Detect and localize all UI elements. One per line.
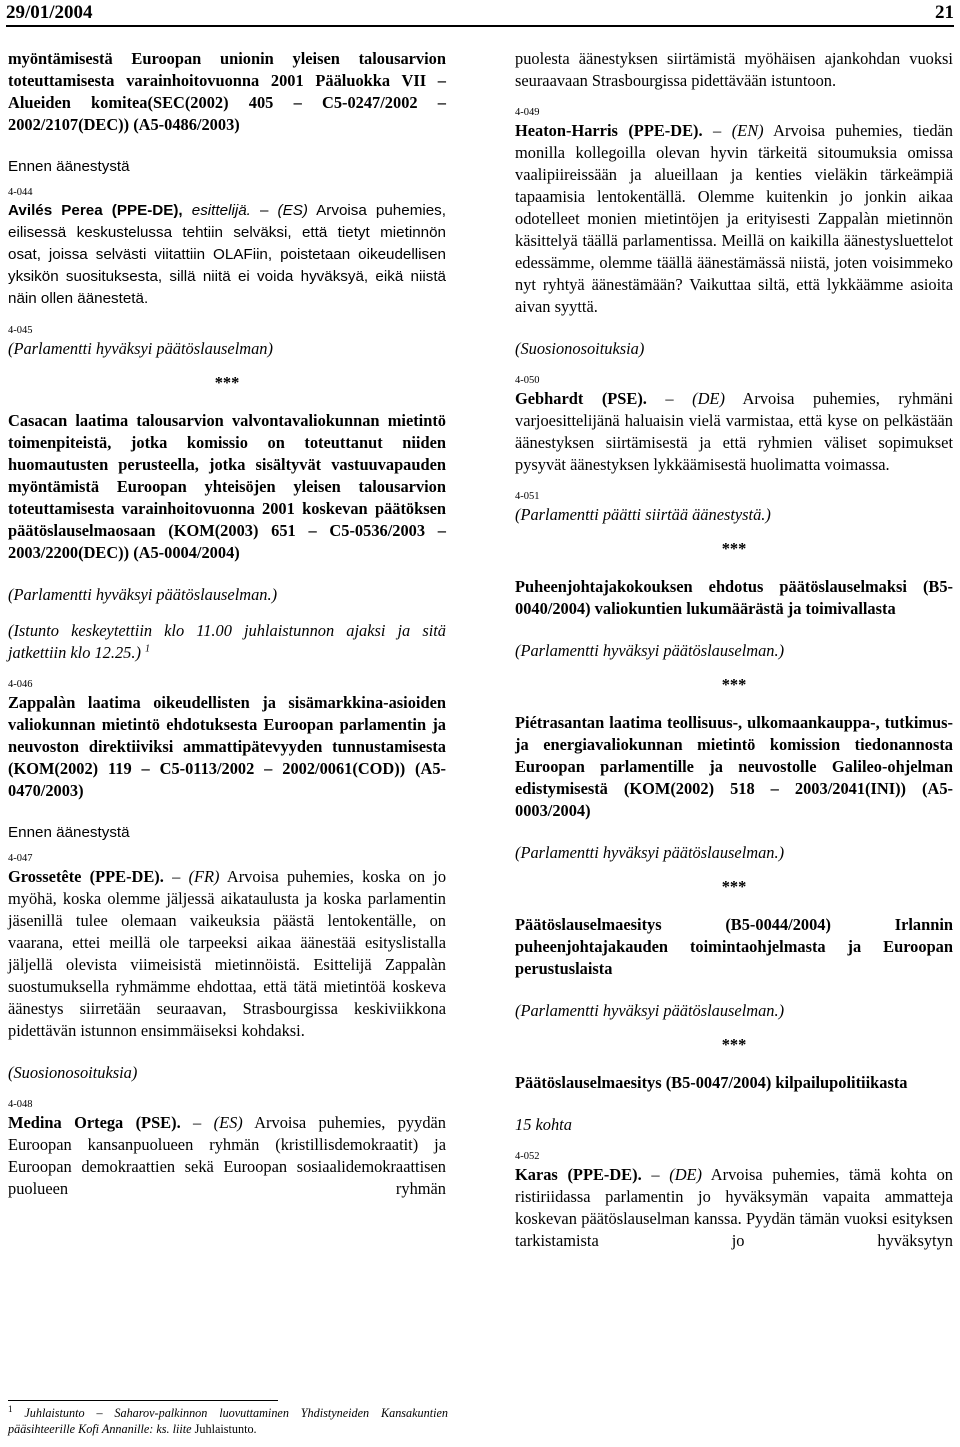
speaker-name: Heaton-Harris (PPE-DE). <box>515 121 703 140</box>
item-number: 4-044 <box>8 187 33 198</box>
speech-grossetete: Grossetête (PPE-DE). – (FR) Arvoisa puhemies, koska on jo myöhä, koska olemme jäljessä aikataulusta ja koska parlamentin jäsenillä tulee olemaan vaikeuksia päästä lentokentälle, on vaarana, ettei meillä ole tarpeeksi aikaa äänestää esityslistalla jäljellä olevista viimeisistä mietinnöistä. Esittelijä Zappalàn suostumuksella ryhmämme ehdottaa, että tätä mietintöä koskeva äänestys siirretään seuraavan, Strasbourgissa keskiviikkona pidettävän istunnon ensimmäiseksi kohdaksi. <box>8 867 447 1040</box>
item-number: 4-050 <box>515 375 540 386</box>
before-vote-label: Ennen äänestystä <box>8 824 130 841</box>
speech-language: (ES) <box>277 202 308 219</box>
section-separator: *** <box>721 877 747 896</box>
speech-language: (DE) <box>692 389 725 408</box>
footnote-reference: 1 <box>145 643 151 655</box>
page-header <box>6 2 954 26</box>
speech-language: (EN) <box>731 121 764 140</box>
header-rule <box>6 25 954 27</box>
speech-text: Arvoisa puhemies, tämä kohta on ristiriidassa parlamentin jo hyväksymän vapaita ammatteja koskevan päätöslauselman kanssa. Pyydän tämän vuoksi esityksen tarkistamista jo hyväksytyn <box>515 1165 953 1250</box>
section-separator: *** <box>721 675 747 694</box>
speech-heaton-harris: Heaton-Harris (PPE-DE). – (EN) Arvoisa puhemies, tiedän monilla kollegoilla olevan hyvin tärkeitä sitoumuksia omissa vaalipiireissään ja alueillaan ja kenties vieläkin tärkeämpiä tapaamisia lentokentällä. Olemme kuitenkin jo jonkin aikaa odotelleet monien mietintöjen ja erityisesti Zappalàn mietinnön käsittelyä täällä parlamentissa. Meillä on kaikilla äänestysluettelot edessämme, olemme täällä äänestämässä niistä, joten voisimmeko nyt ryhtyä äänestämään? Vaikuttaa siltä, että lykkäämme asioita aivan syyttä. <box>515 121 953 316</box>
speech-language: (DE) <box>669 1165 703 1184</box>
speaker-role: esittelijä. <box>191 202 251 219</box>
left-column <box>8 48 446 1200</box>
footnote-tail: Juhlaistunto. <box>194 1422 257 1436</box>
speaker-name: Karas (PPE-DE). <box>515 1165 642 1184</box>
speech-text: Arvoisa puhemies, tiedän monilla kollegoilla olevan hyvin tärkeitä sitoumuksia omissa vaalipiireissään ja alueillaan ja kenties vieläkin tärkeämpiä tapaamisia lentokentällä. Olemme kuitenkin jo jonkin aikaa odotelleet monien mietintöjen ja erityisesti Zappalàn mietinnön käsittelyä täällä parlamentissa. Meillä on kaikilla äänestysluettelot edessämme, olemme täällä äänestämässä niistä, joten voisimmeko nyt ryhtyä äänestämään? Vaikuttaa siltä, että lykkäämme asioita aivan syyttä. <box>515 121 953 316</box>
vote-result: (Parlamentti hyväksyi päätöslauselman) <box>8 339 273 358</box>
footnote-rule <box>8 1400 278 1401</box>
vote-result: (Parlamentti hyväksyi päätöslauselman.) <box>8 585 278 604</box>
speech-text: Arvoisa puhemies, eilisessä keskustelussa tehtiin selväksi, että tietyt mietinnön osat, joissa selvästi viitattiin OLAFiin, poistetaan oikeudellisen yksikön suosituksesta, sillä niitä ei voida hyväksyä, eikä niistä näin ollen äänestetä. <box>8 202 446 307</box>
item-number: 4-052 <box>515 1151 540 1162</box>
agenda-item-title: Zappalàn laatima oikeudellisten ja sisämarkkina-asioiden valiokunnan mietintö ehdotuksesta Euroopan parlamentin ja neuvoston direktiiviksi ammattipätevyyden tunnustamisesta (KOM(2002) 119 – C5-0113/2002 – 2002/0061(COD)) (A5-0470/2003) <box>8 693 446 800</box>
footnote-mark: 1 <box>8 1403 13 1414</box>
speech-language: (ES) <box>213 1113 243 1132</box>
sitting-suspension-note <box>8 620 446 664</box>
section-separator: *** <box>214 373 240 392</box>
agenda-item-continued: myöntämisestä Euroopan unionin yleisen talousarvion toteuttamisesta varainhoitovuonna 2001 Pääluokka VII – Alueiden komitea(SEC(2002) 405 – C5-0247/2002 – 2002/2107(DEC)) (A5-0486/2003) <box>8 49 446 134</box>
applause-note: (Suosionosoituksia) <box>8 1063 138 1082</box>
agenda-item-title: Piétrasantan laatima teollisuus-, ulkomaankauppa-, tutkimus- ja energiavaliokunnan mietintö komission tiedonannosta Euroopan parlamentille ja neuvostolle Galileo-ohjelman edistymisestä (KOM(2002) 518 – 2003/2041(INI)) (A5-0003/2004) <box>515 713 953 820</box>
footnote-text: Juhlaistunto – Saharov-palkinnon luovuttaminen Yhdistyneiden Kansakuntien pääsihteerille Kofi Annanille: ks. liite <box>8 1406 449 1436</box>
speaker-name: Medina Ortega (PSE). <box>8 1113 181 1132</box>
item-number: 4-051 <box>515 491 540 502</box>
speaker-name: Avilés Perea (PPE-DE), <box>8 202 183 219</box>
speech-aviles-perea: Avilés Perea (PPE-DE), esittelijä. – (ES) Arvoisa puhemies, eilisessä keskustelussa tehtiin selväksi, että tietyt mietinnön osat, joissa selvästi viitattiin OLAFiin, poistetaan oikeudellisen yksikön suosituksesta, sillä niitä ei voida hyväksyä, eikä niistä näin ollen äänestetä. <box>8 202 446 307</box>
page-date: 29/01/2004 <box>6 2 93 23</box>
applause-note: (Suosionosoituksia) <box>515 339 645 358</box>
speech-karas: Karas (PPE-DE). – (DE) Arvoisa puhemies, tämä kohta on ristiriidassa parlamentin jo hyväksymän vapaita ammatteja koskevan päätöslauselman kanssa. Pyydän tämän vuoksi esityksen tarkistamista jo hyväksytyn <box>515 1165 953 1250</box>
vote-result: (Parlamentti päätti siirtää äänestystä.) <box>515 505 771 524</box>
agenda-item-title: Puheenjohtajakokouksen ehdotus päätöslauselmaksi (B5-0040/2004) valiokuntien lukumäärästä ja toimivallasta <box>515 577 953 618</box>
section-separator: *** <box>721 539 747 558</box>
item-number: 4-045 <box>8 325 33 336</box>
speech-continuation: puolesta äänestyksen siirtämistä myöhäisen ajankohdan vuoksi seuraavaan Strasbourgissa pidettävään istuntoon. <box>515 49 953 90</box>
item-number: 4-048 <box>8 1099 33 1110</box>
speech-text: Arvoisa puhemies, ryhmäni varjoesittelijänä haluaisin vielä varmistaa, että kyse on pelkästään äänestyksen siirtämisestä ja että ryhmien väliset sopimukset pysyvät äänestyksen lykkäämisestä huolimatta voimassa. <box>515 389 953 474</box>
section-separator: *** <box>721 1035 747 1054</box>
paragraph-label: 15 kohta <box>515 1115 572 1134</box>
speech-text: Arvoisa puhemies, koska on jo myöhä, koska olemme jäljessä aikataulusta ja koska parlamentin jäsenillä tulee olemaan vaikeuksia päästä lentokentälle, on vaarana, ettei meillä ole tarpeeksi aikaa äänestää esityslistalla jäljellä olevista viimeisistä mietinnöistä. Esittelijä Zappalàn suostumuksella ryhmämme ehdottaa, että tätä mietintöä koskeva äänestys siirretään seuraavan, Strasbourgissa keskiviikkona pidettävän istunnon ensimmäiseksi kohdaksi. <box>8 867 447 1040</box>
agenda-item-title: Casacan laatima talousarvion valvontavaliokunnan mietintö toimenpiteistä, jotka komissio on toteuttanut niiden huomautusten perusteella, jotka sisältyvät vastuuvapauden myöntämistä Euroopan yhteisöjen yleisen talousarvion toteuttamisesta varainhoitovuonna 2001 koskevan päätöksen päätöslauselmaosaan (KOM(2003) 651 – C5-0536/2003 – 2003/2200(DEC)) (A5-0004/2004) <box>8 411 446 562</box>
right-column <box>515 48 953 1252</box>
page-number: 21 <box>935 2 954 23</box>
speech-medina-ortega: Medina Ortega (PSE). – (ES) Arvoisa puhemies, pyydän Euroopan kansanpuolueen ryhmän (kristillisdemokraatit) ja Euroopan demokraattien sekä Euroopan sosiaalidemokraattisen puolueen ryhmän <box>8 1113 446 1198</box>
vote-result: (Parlamentti hyväksyi päätöslauselman.) <box>515 1001 785 1020</box>
before-vote-label: Ennen äänestystä <box>8 158 130 175</box>
vote-result: (Parlamentti hyväksyi päätöslauselman.) <box>515 843 785 862</box>
speaker-name: Grossetête (PPE-DE). <box>8 867 164 886</box>
speaker-name: Gebhardt (PSE). <box>515 389 647 408</box>
vote-result: (Parlamentti hyväksyi päätöslauselman.) <box>515 641 785 660</box>
footnote <box>8 1405 448 1437</box>
speech-text: Arvoisa puhemies, pyydän Euroopan kansanpuolueen ryhmän (kristillisdemokraatit) ja Euroopan demokraattien sekä Euroopan sosiaalidemokraattisen puolueen ryhmän <box>8 1113 446 1198</box>
speech-gebhardt: Gebhardt (PSE). – (DE) Arvoisa puhemies, ryhmäni varjoesittelijänä haluaisin vielä varmistaa, että kyse on pelkästään äänestyksen siirtämisestä ja että ryhmien väliset sopimukset pysyvät äänestyksen lykkäämisestä huolimatta voimassa. <box>515 389 953 474</box>
agenda-item-title: Päätöslauselmaesitys (B5-0047/2004) kilpailupolitiikasta <box>515 1073 908 1092</box>
speech-language: (FR) <box>188 867 220 886</box>
item-number: 4-046 <box>8 679 33 690</box>
suspension-text: (Istunto keskeytettiin klo 11.00 juhlaistunnon ajaksi ja sitä jatkettiin klo 12.25.) <box>8 621 446 662</box>
item-number: 4-049 <box>515 107 540 118</box>
agenda-item-title: Päätöslauselmaesitys (B5-0044/2004) Irlannin puheenjohtajakauden toimintaohjelmasta ja Euroopan perustuslaista <box>515 915 953 978</box>
item-number: 4-047 <box>8 853 33 864</box>
